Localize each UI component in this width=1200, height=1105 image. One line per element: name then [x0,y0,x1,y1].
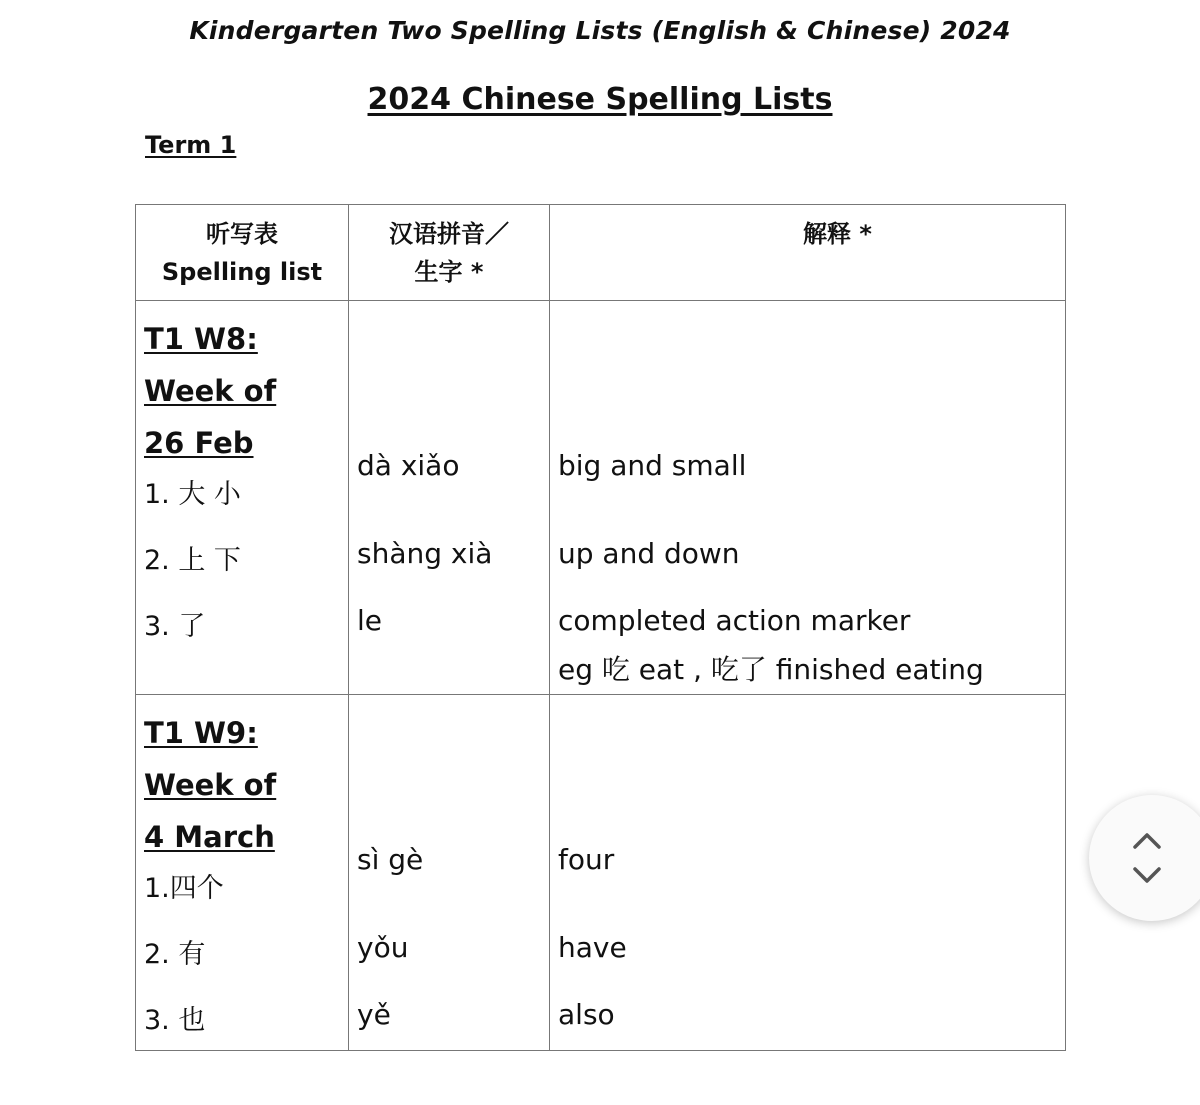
spelling-word: 2. 有 [144,939,206,970]
term-label: Term 1 [145,131,237,159]
header-spelling-list [136,205,349,301]
table-header-row [136,205,1066,301]
pinyin: dà xiǎo [357,449,460,482]
spelling-word: 1.四个 [144,873,224,904]
meaning: big and small [558,449,747,482]
spelling-word: 3. 了 [144,611,206,642]
spelling-table [135,204,1066,1051]
meaning: completed action marker [558,604,911,637]
list-title: 2024 Chinese Spelling Lists [367,82,833,117]
meaning-example: eg 吃 eat , 吃了 finished eating [558,653,984,686]
pinyin-cell [349,695,550,1051]
pinyin: le [357,604,383,637]
spelling-word: 1. 大 小 [144,479,241,510]
header-col3: 解释 * [803,220,872,248]
pinyin: shàng xià [357,537,493,570]
table-row [136,695,1066,1051]
week-date: 4 March [144,820,275,854]
chevron-down-icon[interactable] [1131,859,1163,891]
pinyin: yě [357,998,391,1031]
meaning: four [558,843,615,876]
header-pinyin [349,205,550,301]
pinyin-cell [349,301,550,695]
table-row [136,301,1066,695]
pinyin: yǒu [357,931,409,964]
week-cell [136,695,349,1051]
scroll-page-button[interactable] [1089,795,1200,921]
spelling-word: 2. 上 下 [144,545,241,576]
week-label: T1 W9: [144,716,258,750]
pinyin: sì gè [357,843,424,876]
week-cell [136,301,349,695]
spelling-word: 3. 也 [144,1005,206,1036]
header-col2-line1: 汉语拼音／ [389,220,509,248]
meaning: up and down [558,537,740,570]
header-col2-line2: 生字 * [414,258,484,286]
meaning-cell [550,695,1066,1051]
week-date: 26 Feb [144,426,254,460]
chevron-up-icon[interactable] [1131,825,1163,857]
meaning: have [558,931,627,964]
week-label: Week of [144,374,277,408]
meaning-cell [550,301,1066,695]
week-label: T1 W8: [144,322,258,356]
header-col1-line1: 听写表 [206,220,278,248]
header-meaning [550,205,1066,301]
document-title: Kindergarten Two Spelling Lists (English & Chinese) 2024 [189,16,1011,45]
header-col1-line2: Spelling list [161,258,323,286]
week-label: Week of [144,768,277,802]
meaning: also [558,998,615,1031]
